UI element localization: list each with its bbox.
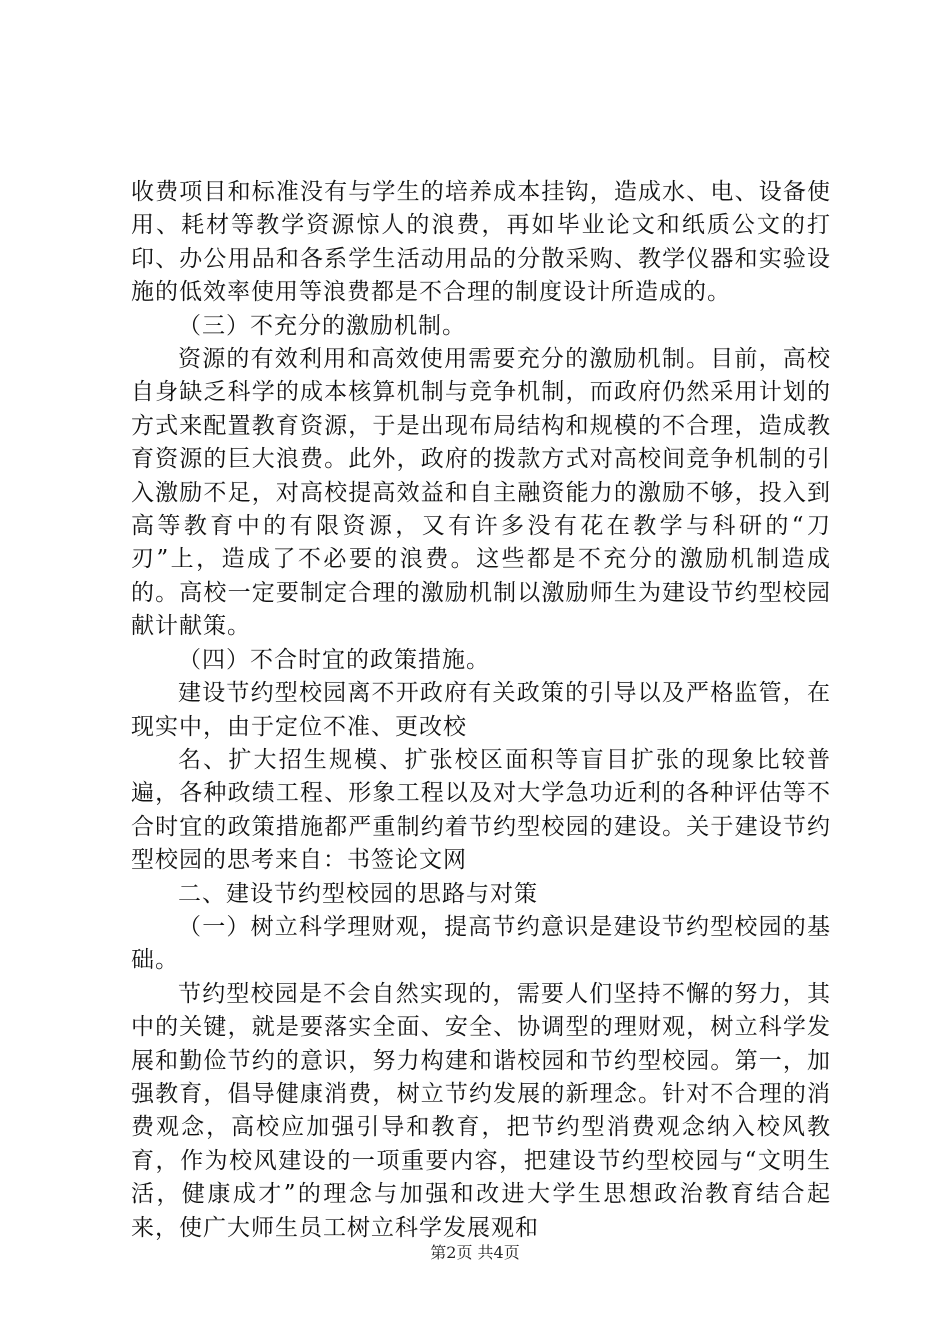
paragraph-financial-view: 节约型校园是不会自然实现的，需要人们坚持不懈的努力，其中的关键，就是要落实全面、安全、协调型的理财观，树立科学发展和勤俭节约的意识，努力构建和谐校园和节约型校园。第一，加强教育，倡导健康消费，树立节约发展的新理念。针对不合理的消费观念，高校应加强引导和教育，把节约型消费观念纳入校风教育，作为校风建设的一项重要内容，把建设节约型校园与“文明生活，健康成才”的理念与加强和改进大学生思想政治教育结合起来，使广大师生员工树立科学发展观和 — [131, 980, 831, 1241]
heading-incentive-mechanism: （三）不充分的激励机制。 — [178, 312, 466, 339]
paragraph-policy-measures-continued: 名、扩大招生规模、扩张校区面积等盲目扩张的现象比较普遍，各种政绩工程、形象工程以及对大学急功近利的各种评估等不合时宜的政策措施都严重制约着节约型校园的建设。关于建设节约型校园的思考来自：书签论文网 — [131, 746, 831, 874]
paragraph-incentive-mechanism: 资源的有效利用和高效使用需要充分的激励机制。目前，高校自身缺乏科学的成本核算机制与竞争机制，而政府仍然采用计划的方式来配置教育资源，于是出现布局结构和规模的不合理，造成教育资源的巨大浪费。此外，政府的拨款方式对高校间竞争机制的引入激励不足，对高校提高效益和自主融资能力的激励不够，投入到高等教育中的有限资源，又有许多没有花在教学与科研的“刀刃”上，造成了不必要的浪费。这些都是不充分的激励机制造成的。高校一定要制定合理的激励机制以激励师生为建设节约型校园献计献策。 — [131, 346, 831, 640]
heading-financial-view: （一）树立科学理财观，提高节约意识是建设节约型校园的基础。 — [131, 913, 831, 974]
page-number-footer: 第2页 共4页 — [430, 1243, 520, 1262]
paragraph-fee-waste: 收费项目和标准没有与学生的培养成本挂钩，造成水、电、设备使用、耗材等教学资源惊人的浪费，再如毕业论文和纸质公文的打印、办公用品和各系学生活动用品的分散采购、教学仪器和实验设施的低效率使用等浪费都是不合理的制度设计所造成的。 — [131, 179, 831, 306]
paragraph-policy-measures-start: 建设节约型校园离不开政府有关政策的引导以及严格监管，在现实中，由于定位不准、更改校 — [131, 680, 831, 740]
heading-policy-measures: （四）不合时宜的政策措施。 — [178, 646, 490, 673]
heading-section-two: 二、建设节约型校园的思路与对策 — [178, 880, 538, 907]
document-body — [131, 176, 831, 1245]
